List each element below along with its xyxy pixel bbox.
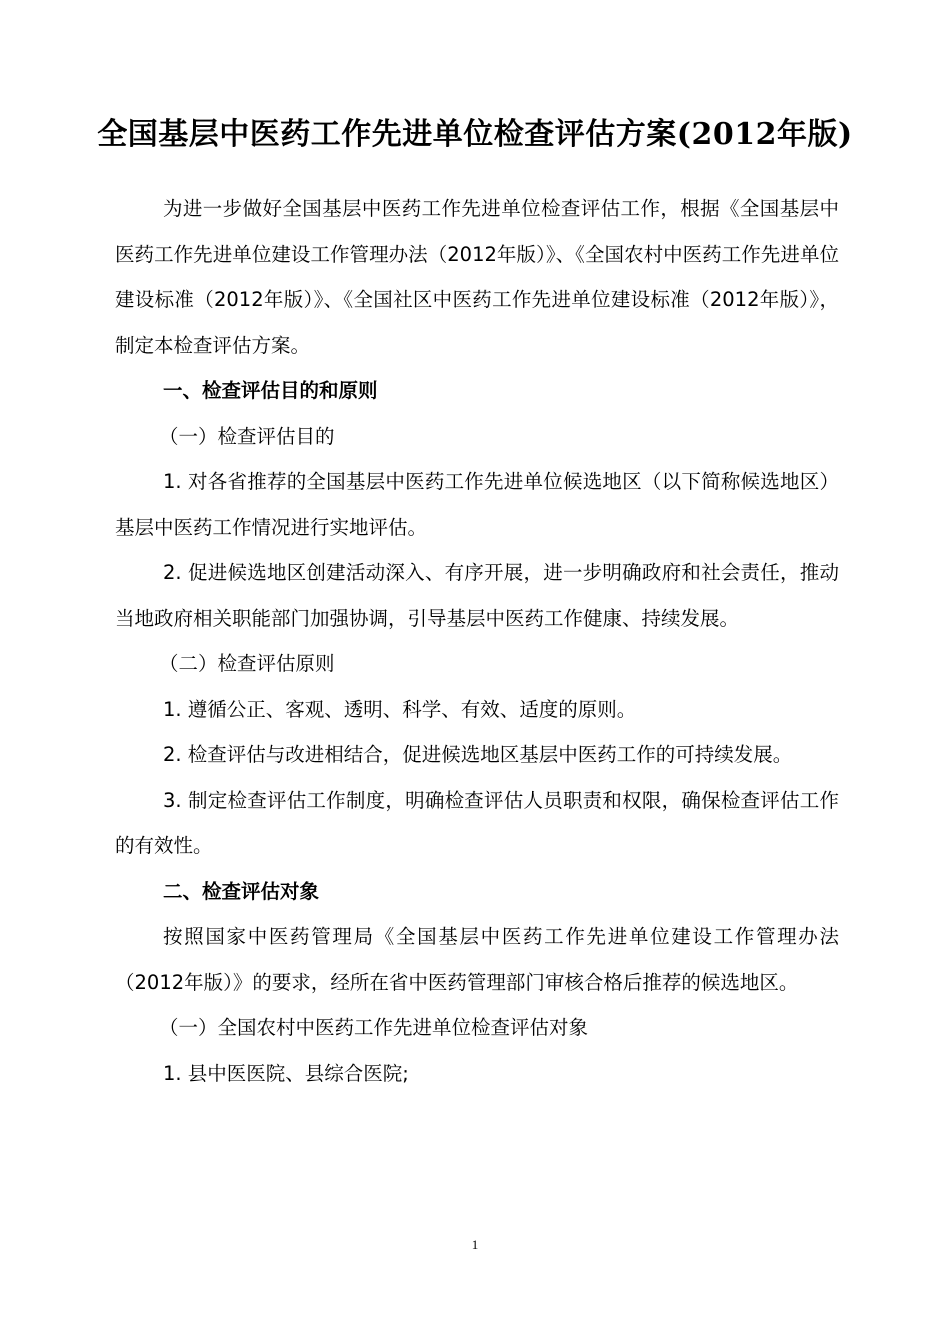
document-title: 全国基层中医药工作先进单位检查评估方案(2012年版) bbox=[97, 117, 853, 152]
subsection-heading-1-1: （一）检查评估目的 bbox=[159, 424, 335, 448]
list-item-1-2-3: 3. 制定检查评估工作制度，明确检查评估人员职责和权限，确保检查评估工作的有效性。 bbox=[115, 788, 839, 857]
intro-paragraph: 为进一步做好全国基层中医药工作先进单位检查评估工作，根据《全国基层中医药工作先进单位建设工作管理办法（2012年版）》、《全国农村中医药工作先进单位建设标准（2012年版）》、《全国社区中医药工作先进单位建设标准（2012年版）》，制定本检查评估方案。 bbox=[115, 197, 839, 357]
list-item-1-1-1: 1. 对各省推荐的全国基层中医药工作先进单位候选地区（以下简称候选地区）基层中医药工作情况进行实地评估。 bbox=[115, 470, 839, 539]
section-heading-2: 二、检查评估对象 bbox=[163, 879, 320, 903]
list-item-2-1-1: 1. 县中医医院、县综合医院; bbox=[163, 1061, 409, 1085]
subsection-heading-2-1: （一）全国农村中医药工作先进单位检查评估对象 bbox=[159, 1016, 589, 1039]
section-heading-1: 一、检查评估目的和原则 bbox=[163, 379, 378, 402]
page-number: 1 bbox=[471, 1237, 479, 1252]
subsection-heading-1-2: （二）检查评估原则 bbox=[159, 652, 335, 675]
list-item-1-1-2: 2. 促进候选地区创建活动深入、有序开展，进一步明确政府和社会责任，推动当地政府相关职能部门加强协调，引导基层中医药工作健康、持续发展。 bbox=[115, 561, 839, 630]
list-item-1-2-2: 2. 检查评估与改进相结合，促进候选地区基层中医药工作的可持续发展。 bbox=[163, 743, 793, 766]
document-body bbox=[115, 186, 839, 1096]
list-item-1-2-1: 1. 遵循公正、客观、透明、科学、有效、适度的原则。 bbox=[163, 697, 637, 721]
section-2-paragraph: 按照国家中医药管理局《全国基层中医药工作先进单位建设工作管理办法（2012年版）》的要求，经所在省中医药管理部门审核合格后推荐的候选地区。 bbox=[115, 925, 839, 994]
